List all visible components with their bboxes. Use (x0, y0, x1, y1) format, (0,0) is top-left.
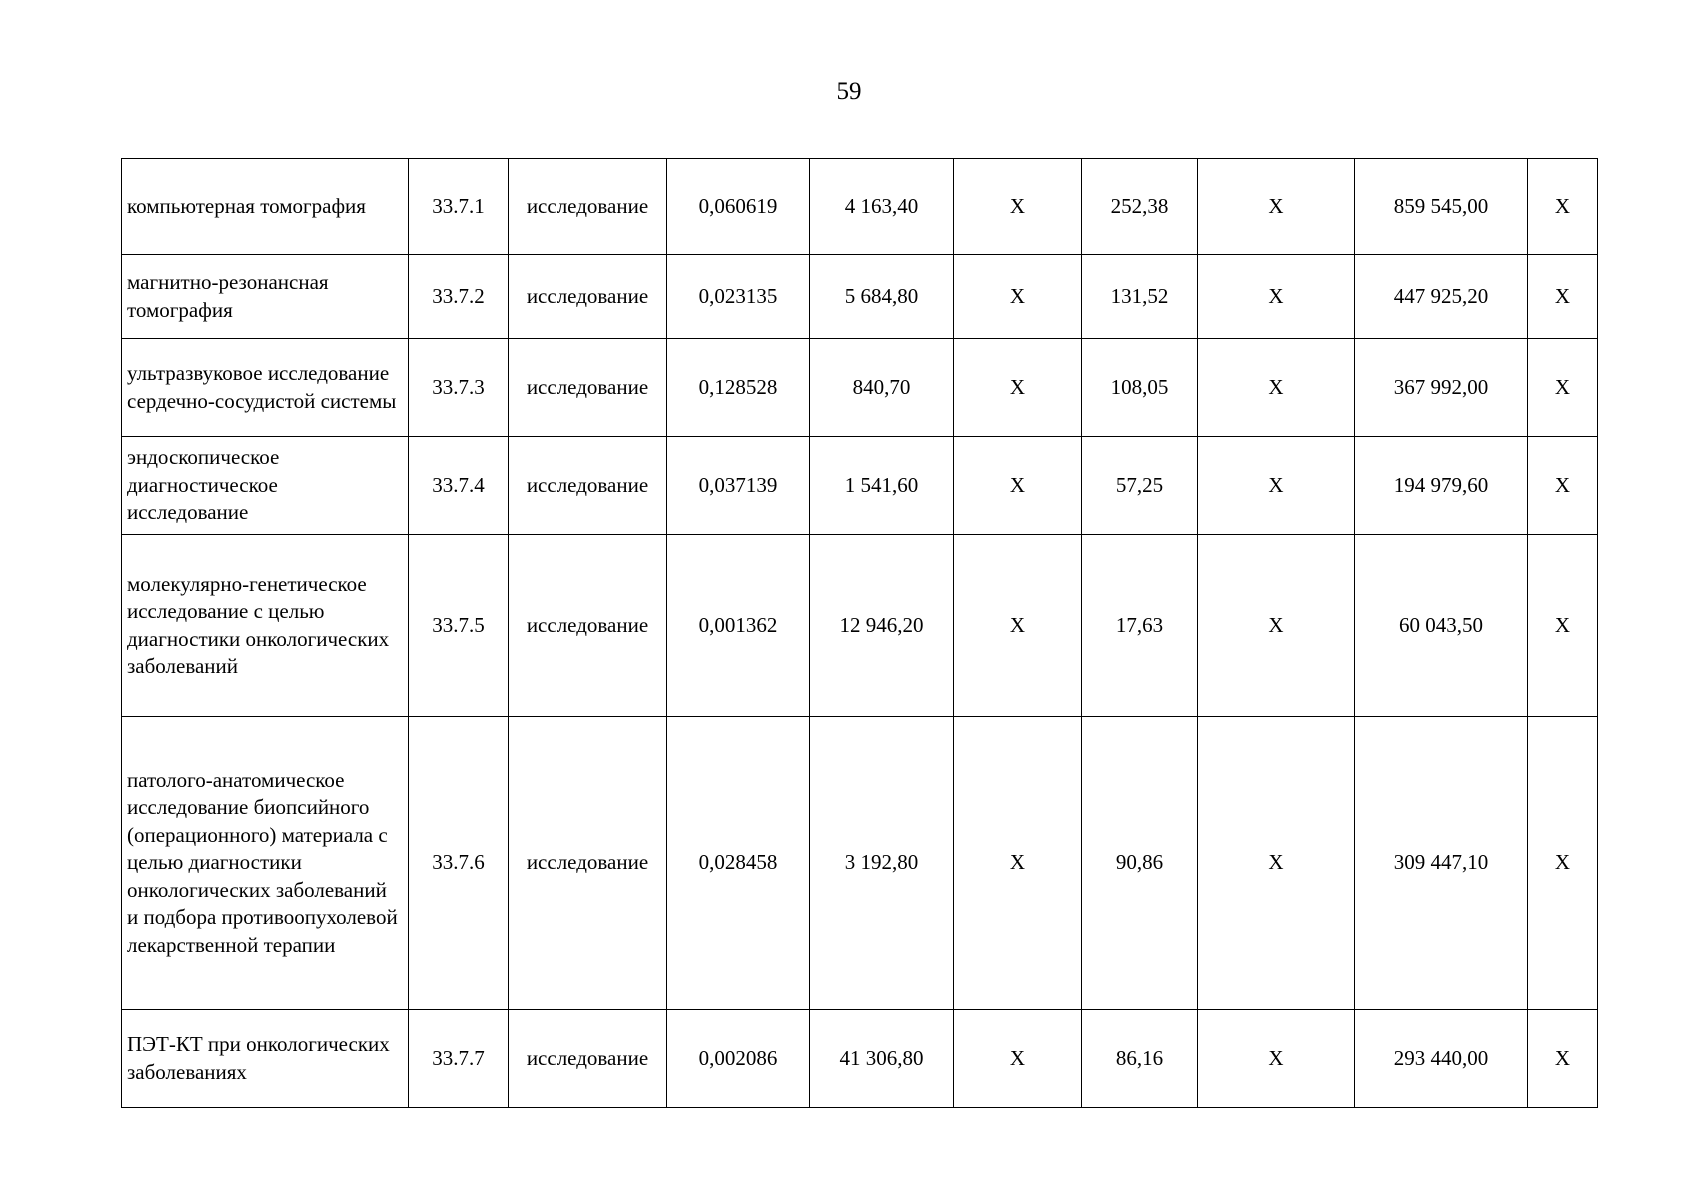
cost-value: 5 684,80 (810, 255, 954, 339)
unit: исследование (509, 159, 667, 255)
x-mark: X (1198, 1010, 1355, 1108)
x-mark: X (1528, 535, 1598, 717)
x-mark: X (954, 255, 1082, 339)
norm-value: 0,002086 (667, 1010, 810, 1108)
x-mark: X (954, 717, 1082, 1010)
table-row (122, 717, 1598, 1010)
x-mark: X (1198, 535, 1355, 717)
norm-value: 0,023135 (667, 255, 810, 339)
cost-value: 41 306,80 (810, 1010, 954, 1108)
x-mark: X (1528, 717, 1598, 1010)
service-code: 33.7.5 (409, 535, 509, 717)
norm-value: 0,060619 (667, 159, 810, 255)
total-value: 447 925,20 (1355, 255, 1528, 339)
per-capita-value: 86,16 (1082, 1010, 1198, 1108)
x-mark: X (1528, 339, 1598, 437)
x-mark: X (954, 339, 1082, 437)
total-value: 60 043,50 (1355, 535, 1528, 717)
tariff-table (121, 158, 1598, 1108)
norm-value: 0,001362 (667, 535, 810, 717)
table-row (122, 159, 1598, 255)
service-name: молекулярно-генетическое исследование с целью диагностики онкологических заболеваний (122, 535, 409, 717)
x-mark: X (1528, 437, 1598, 535)
unit: исследование (509, 717, 667, 1010)
unit: исследование (509, 1010, 667, 1108)
service-name: компьютерная томография (122, 159, 409, 255)
service-name: ПЭТ-КТ при онкологических заболеваниях (122, 1010, 409, 1108)
norm-value: 0,028458 (667, 717, 810, 1010)
service-code: 33.7.3 (409, 339, 509, 437)
per-capita-value: 131,52 (1082, 255, 1198, 339)
x-mark: X (1198, 437, 1355, 535)
unit: исследование (509, 339, 667, 437)
x-mark: X (1198, 159, 1355, 255)
x-mark: X (1198, 255, 1355, 339)
x-mark: X (1198, 717, 1355, 1010)
table-row (122, 1010, 1598, 1108)
service-code: 33.7.4 (409, 437, 509, 535)
total-value: 859 545,00 (1355, 159, 1528, 255)
service-name: ультразвуковое исследование сердечно-сосудистой системы (122, 339, 409, 437)
x-mark: X (954, 535, 1082, 717)
service-code: 33.7.6 (409, 717, 509, 1010)
norm-value: 0,037139 (667, 437, 810, 535)
service-code: 33.7.2 (409, 255, 509, 339)
per-capita-value: 252,38 (1082, 159, 1198, 255)
x-mark: X (1528, 159, 1598, 255)
table-row (122, 339, 1598, 437)
unit: исследование (509, 535, 667, 717)
total-value: 309 447,10 (1355, 717, 1528, 1010)
per-capita-value: 108,05 (1082, 339, 1198, 437)
x-mark: X (1198, 339, 1355, 437)
service-name: магнитно-резонансная томография (122, 255, 409, 339)
cost-value: 4 163,40 (810, 159, 954, 255)
service-code: 33.7.1 (409, 159, 509, 255)
per-capita-value: 17,63 (1082, 535, 1198, 717)
cost-value: 1 541,60 (810, 437, 954, 535)
norm-value: 0,128528 (667, 339, 810, 437)
cost-value: 12 946,20 (810, 535, 954, 717)
per-capita-value: 90,86 (1082, 717, 1198, 1010)
x-mark: X (954, 1010, 1082, 1108)
total-value: 293 440,00 (1355, 1010, 1528, 1108)
service-name: патолого-анатомическое исследование биопсийного (операционного) материала с целью диагностики онкологических заболеваний и подбора противоопухолевой лекарственной терапии (122, 717, 409, 1010)
x-mark: X (1528, 1010, 1598, 1108)
x-mark: X (1528, 255, 1598, 339)
cost-value: 3 192,80 (810, 717, 954, 1010)
table-row (122, 255, 1598, 339)
cost-value: 840,70 (810, 339, 954, 437)
per-capita-value: 57,25 (1082, 437, 1198, 535)
service-name: эндоскопическое диагностическое исследование (122, 437, 409, 535)
table-row (122, 437, 1598, 535)
service-code: 33.7.7 (409, 1010, 509, 1108)
total-value: 194 979,60 (1355, 437, 1528, 535)
total-value: 367 992,00 (1355, 339, 1528, 437)
unit: исследование (509, 437, 667, 535)
x-mark: X (954, 437, 1082, 535)
x-mark: X (954, 159, 1082, 255)
table-row (122, 535, 1598, 717)
unit: исследование (509, 255, 667, 339)
page-number: 59 (836, 78, 862, 105)
